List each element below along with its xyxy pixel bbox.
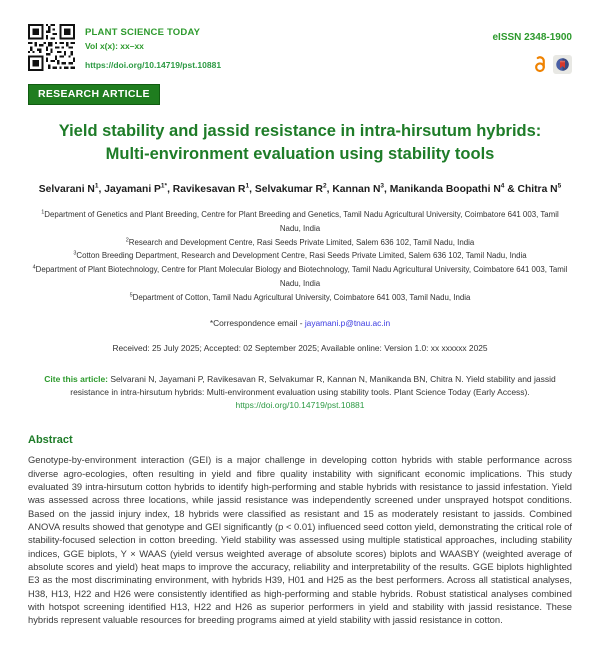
- article-dates: Received: 25 July 2025; Accepted: 02 September 2025; Available online: Version 1.0: xx xxxxxx 2025: [112, 342, 488, 353]
- article-title-line1: Yield stability and jassid resistance in intra-hirsutum hybrids:: [58, 122, 542, 141]
- correspondence-line: [28, 318, 572, 328]
- citation-label: Cite this article:: [44, 373, 111, 384]
- journal-name: PLANT SCIENCE TODAY: [85, 27, 201, 38]
- article-type-badge: RESEARCH ARTICLE: [28, 84, 160, 105]
- open-access-icon: [534, 56, 547, 73]
- author: Kannan $N^3$,: [332, 182, 390, 195]
- author: Selvakumar $R^2$,: [254, 182, 333, 195]
- crossmark-icon[interactable]: [553, 55, 572, 74]
- abstract-body: Genotype-by-environment interaction (GEI) is a major challenge in developing cotton hybrids with stable performance across diverse agro-ecologies, often resulting in yield and fibre quality instability with significant economic implications. This study evaluated 39 intra-hirsutum cotton hybrids to identify high-performing and stable hybrids with resistance to jassid infestation. Yield was assessed across three locations, while jassid resistance was independently screened under unsprayed hotspot conditions. Based on the jassid injury index, 18 hybrids were classified as resistant and 15 as moderately resistant to jassids. Combined ANOVA results showed that genotype and GEI significantly (p < 0.01) influenced seed cotton yield, demonstrating the critical role of stability-focused selection in cotton breeding. Yield stability was assessed using multiple statistical approaches, including stability indices, GGE biplots, Y × WAAS (yield versus weighted average of absolute scores) biplots and WAASBY (weighted average of absolute scores and yield) heat maps to improve the accuracy, reliability and interpretability of the results. GGE biplots highlighted E3 as the most discriminating environment, with hybrids H39, H01 and H25 as the best performers. Across all statistical analyses, H38, H13, H22 and H26 were consistently identified as high-performing and stable hybrids. Robust statistical analyses combined with hotspot screening identified H13, H22 and H26 as superior performers in yield and stability with jassid resistance. These hybrids represent valuable resources for breeding programs aimed at yield stability with jassid resistance in cotton.: [28, 454, 572, 626]
- correspondence-prefix: *Correspondence email -: [209, 317, 305, 328]
- author: Ravikesavan $R^1$,: [172, 182, 255, 195]
- header-doi-link[interactable]: https://doi.org/10.14719/pst.10881: [85, 60, 222, 71]
- citation-text: Selvarani N, Jayamani P, Ravikesavan R, Selvakumar R, Kannan N, Manikanda BN, Chitra N. Yield stability and jassid resistance in intra-hirsutum hybrids: Multi-environment evaluation using stability tools. Plant Science Today (Early Access).: [70, 373, 556, 397]
- affiliation-2: $^2$Research and Development Centre, Rasi Seeds Private Limited, Salem 636 102, Tamil Nadu, India: [125, 236, 475, 247]
- author: Chitra $N^5$: [517, 182, 562, 195]
- article-title-line2: Multi-environment evaluation using stability tools: [105, 145, 495, 164]
- author: Selvarani $N^1$,: [38, 182, 105, 195]
- correspondence-email-link[interactable]: jayamani.p@tnau.ac.in: [304, 317, 391, 328]
- affiliation-5: $^5$Department of Cotton, Tamil Nadu Agricultural University, Coimbatore 641 003, Tamil Nadu, India: [129, 292, 471, 302]
- citation-block: [28, 373, 572, 413]
- affiliation-3: $^3$Cotton Breeding Department, Research and Development Centre, Rasi Seeds Private Limited, Salem 636 102, Tamil Nadu, India: [73, 250, 527, 261]
- journal-volume: Vol x(x): xx–xx: [85, 40, 144, 51]
- affiliation-1: $^1$Department of Genetics and Plant Breeding, Centre for Plant Breeding and Genetics, Tamil Nadu Agricultural University, Coimbatore 641 003, Tamil Nadu, India: [41, 209, 559, 233]
- author: Manikanda Boopathi $N^4$ &: [389, 182, 518, 195]
- affiliation-list: [28, 208, 572, 305]
- eissn: eISSN 2348-1900: [492, 32, 572, 43]
- author-list: [28, 182, 572, 194]
- qr-code-icon: [28, 24, 75, 71]
- journal-header: [28, 24, 572, 75]
- citation-doi-link[interactable]: https://doi.org/10.14719/pst.10881: [235, 400, 365, 411]
- affiliation-4: $^4$Department of Plant Biotechnology, Centre for Plant Molecular Biology and Biotechnology, Tamil Nadu Agricultural University, Coimbatore 641 003, Tamil Nadu, India: [32, 264, 568, 289]
- article-title: [28, 120, 572, 166]
- author: Jayamani $P^{1*}$,: [104, 182, 173, 195]
- abstract-heading: Abstract: [28, 434, 73, 447]
